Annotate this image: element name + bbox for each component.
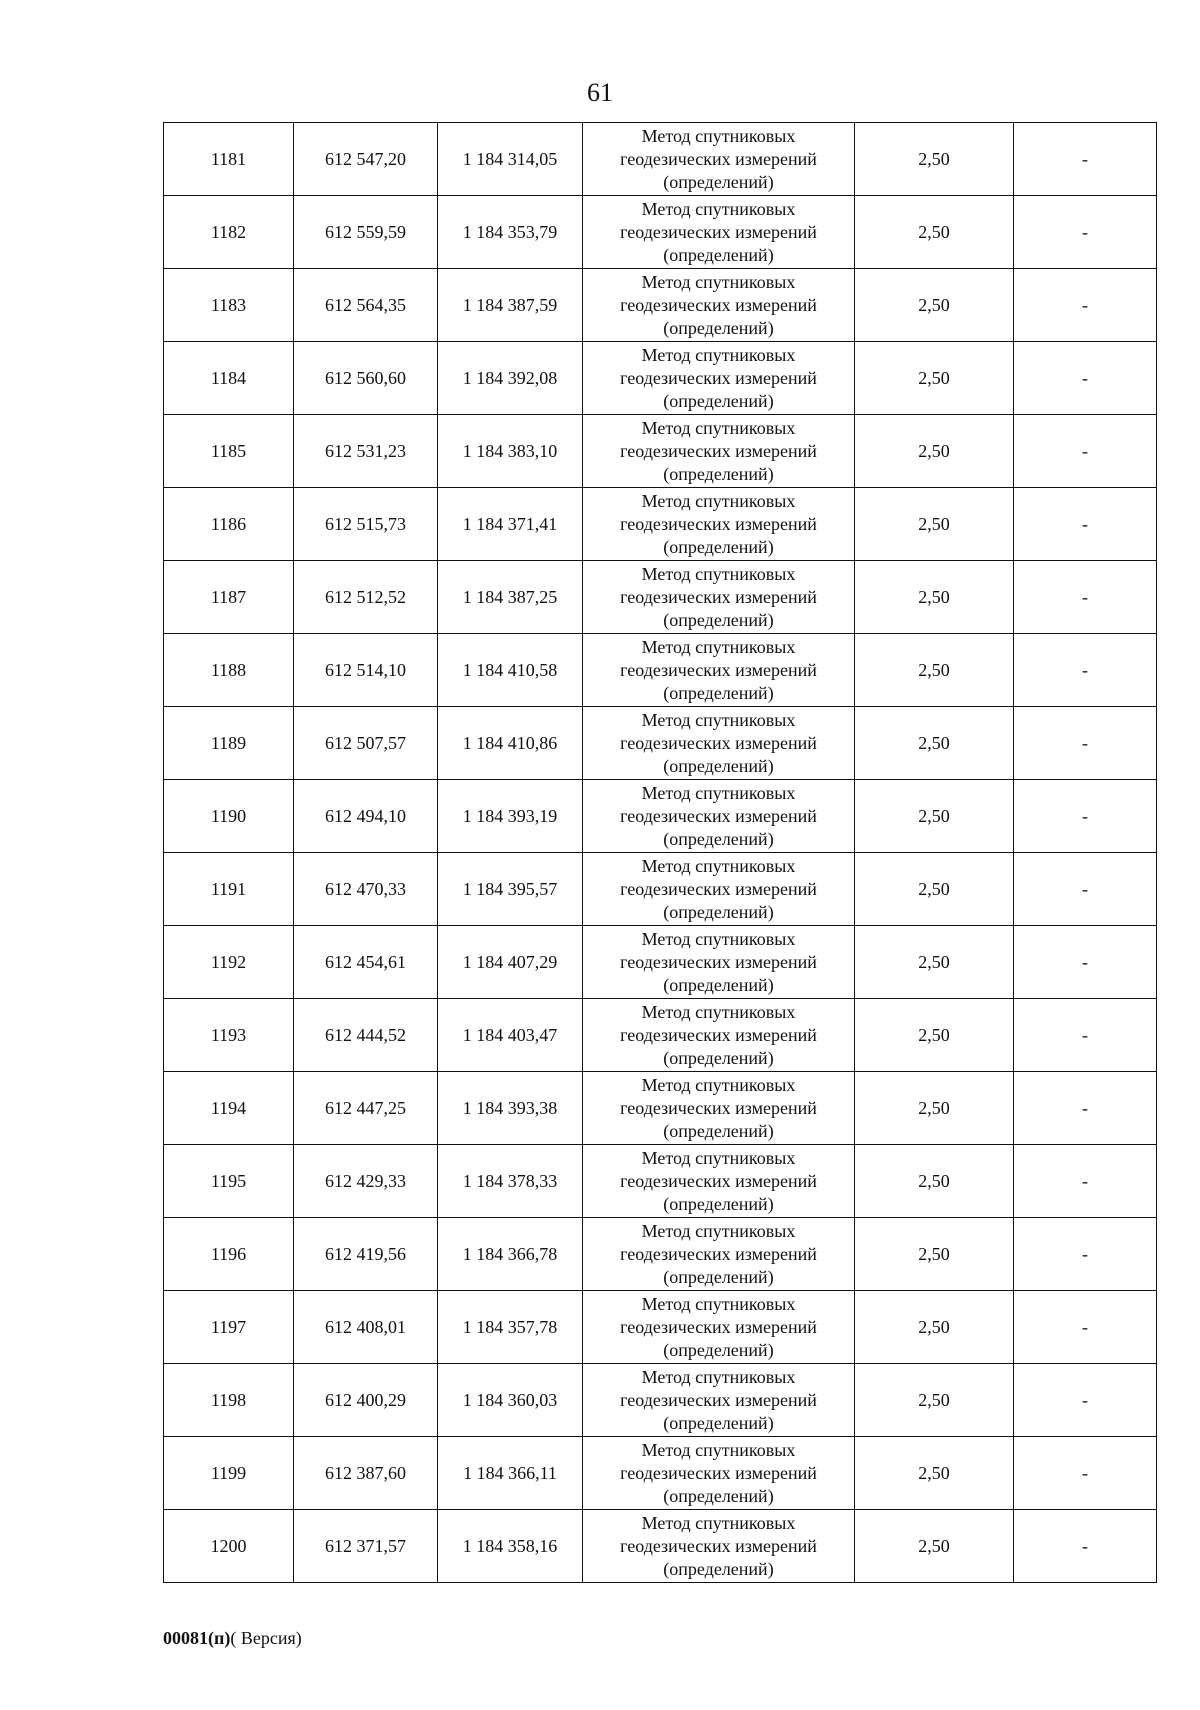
table-row xyxy=(164,561,1157,634)
note-cell: - xyxy=(1014,1072,1157,1145)
point-id-cell: 1187 xyxy=(164,561,294,634)
note-cell: - xyxy=(1014,1437,1157,1510)
y-coordinate-cell: 1 184 357,78 xyxy=(438,1291,583,1364)
method-cell xyxy=(583,999,855,1072)
accuracy-cell: 2,50 xyxy=(855,926,1014,999)
table-row xyxy=(164,488,1157,561)
accuracy-cell: 2,50 xyxy=(855,1364,1014,1437)
method-cell xyxy=(583,926,855,999)
method-cell xyxy=(583,853,855,926)
y-coordinate-cell: 1 184 358,16 xyxy=(438,1510,583,1583)
point-id-cell: 1194 xyxy=(164,1072,294,1145)
note-cell: - xyxy=(1014,1291,1157,1364)
method-line: геодезических измерений xyxy=(620,1462,817,1483)
y-coordinate-cell: 1 184 366,11 xyxy=(438,1437,583,1510)
method-line: Метод спутниковых xyxy=(641,417,796,438)
note-cell: - xyxy=(1014,780,1157,853)
method-cell xyxy=(583,1437,855,1510)
method-line: геодезических измерений xyxy=(620,1024,817,1045)
x-coordinate-cell: 612 400,29 xyxy=(294,1364,438,1437)
method-cell xyxy=(583,561,855,634)
point-id-cell: 1193 xyxy=(164,999,294,1072)
method-line: геодезических измерений xyxy=(620,148,817,169)
method-line: геодезических измерений xyxy=(620,732,817,753)
x-coordinate-cell: 612 387,60 xyxy=(294,1437,438,1510)
table-row xyxy=(164,269,1157,342)
method-line: Метод спутниковых xyxy=(641,1074,796,1095)
method-line: геодезических измерений xyxy=(620,1170,817,1191)
method-cell xyxy=(583,707,855,780)
method-line: Метод спутниковых xyxy=(641,490,796,511)
x-coordinate-cell: 612 564,35 xyxy=(294,269,438,342)
table-row xyxy=(164,926,1157,999)
method-line: (определений) xyxy=(663,536,774,557)
note-cell: - xyxy=(1014,415,1157,488)
table-row xyxy=(164,1072,1157,1145)
method-cell xyxy=(583,123,855,196)
method-line: Метод спутниковых xyxy=(641,636,796,657)
method-line: геодезических измерений xyxy=(620,221,817,242)
y-coordinate-cell: 1 184 360,03 xyxy=(438,1364,583,1437)
method-line: Метод спутниковых xyxy=(641,855,796,876)
method-line: геодезических измерений xyxy=(620,659,817,680)
point-id-cell: 1186 xyxy=(164,488,294,561)
note-cell: - xyxy=(1014,1145,1157,1218)
method-cell xyxy=(583,342,855,415)
note-cell: - xyxy=(1014,488,1157,561)
note-cell: - xyxy=(1014,123,1157,196)
table-row xyxy=(164,1291,1157,1364)
x-coordinate-cell: 612 447,25 xyxy=(294,1072,438,1145)
note-cell: - xyxy=(1014,707,1157,780)
y-coordinate-cell: 1 184 393,19 xyxy=(438,780,583,853)
y-coordinate-cell: 1 184 378,33 xyxy=(438,1145,583,1218)
method-line: (определений) xyxy=(663,1120,774,1141)
method-line: геодезических измерений xyxy=(620,440,817,461)
y-coordinate-cell: 1 184 387,25 xyxy=(438,561,583,634)
method-line: геодезических измерений xyxy=(620,367,817,388)
accuracy-cell: 2,50 xyxy=(855,707,1014,780)
method-line: геодезических измерений xyxy=(620,513,817,534)
accuracy-cell: 2,50 xyxy=(855,1145,1014,1218)
x-coordinate-cell: 612 408,01 xyxy=(294,1291,438,1364)
method-line: (определений) xyxy=(663,244,774,265)
point-id-cell: 1183 xyxy=(164,269,294,342)
x-coordinate-cell: 612 547,20 xyxy=(294,123,438,196)
accuracy-cell: 2,50 xyxy=(855,999,1014,1072)
coordinates-table xyxy=(163,122,1157,1583)
method-line: геодезических измерений xyxy=(620,1097,817,1118)
y-coordinate-cell: 1 184 314,05 xyxy=(438,123,583,196)
x-coordinate-cell: 612 559,59 xyxy=(294,196,438,269)
method-line: Метод спутниковых xyxy=(641,125,796,146)
method-line: (определений) xyxy=(663,1339,774,1360)
table-row xyxy=(164,999,1157,1072)
point-id-cell: 1199 xyxy=(164,1437,294,1510)
form-code-version: ( Версия) xyxy=(230,1628,302,1648)
point-id-cell: 1181 xyxy=(164,123,294,196)
y-coordinate-cell: 1 184 407,29 xyxy=(438,926,583,999)
method-line: геодезических измерений xyxy=(620,1389,817,1410)
method-line: Метод спутниковых xyxy=(641,928,796,949)
note-cell: - xyxy=(1014,853,1157,926)
method-line: (определений) xyxy=(663,974,774,995)
method-line: Метод спутниковых xyxy=(641,782,796,803)
point-id-cell: 1191 xyxy=(164,853,294,926)
y-coordinate-cell: 1 184 393,38 xyxy=(438,1072,583,1145)
method-line: Метод спутниковых xyxy=(641,1147,796,1168)
note-cell: - xyxy=(1014,1364,1157,1437)
accuracy-cell: 2,50 xyxy=(855,1437,1014,1510)
accuracy-cell: 2,50 xyxy=(855,1072,1014,1145)
table-row xyxy=(164,1145,1157,1218)
point-id-cell: 1184 xyxy=(164,342,294,415)
x-coordinate-cell: 612 429,33 xyxy=(294,1145,438,1218)
method-line: (определений) xyxy=(663,828,774,849)
method-line: геодезических измерений xyxy=(620,586,817,607)
note-cell: - xyxy=(1014,196,1157,269)
method-line: Метод спутниковых xyxy=(641,271,796,292)
x-coordinate-cell: 612 531,23 xyxy=(294,415,438,488)
table-row xyxy=(164,1437,1157,1510)
x-coordinate-cell: 612 444,52 xyxy=(294,999,438,1072)
point-id-cell: 1189 xyxy=(164,707,294,780)
y-coordinate-cell: 1 184 387,59 xyxy=(438,269,583,342)
method-line: Метод спутниковых xyxy=(641,198,796,219)
accuracy-cell: 2,50 xyxy=(855,415,1014,488)
method-cell xyxy=(583,1291,855,1364)
method-line: геодезических измерений xyxy=(620,294,817,315)
accuracy-cell: 2,50 xyxy=(855,634,1014,707)
method-line: геодезических измерений xyxy=(620,805,817,826)
point-id-cell: 1185 xyxy=(164,415,294,488)
method-line: (определений) xyxy=(663,755,774,776)
method-line: Метод спутниковых xyxy=(641,1001,796,1022)
accuracy-cell: 2,50 xyxy=(855,1510,1014,1583)
method-line: Метод спутниковых xyxy=(641,563,796,584)
table-row xyxy=(164,1218,1157,1291)
y-coordinate-cell: 1 184 395,57 xyxy=(438,853,583,926)
method-cell xyxy=(583,780,855,853)
point-id-cell: 1200 xyxy=(164,1510,294,1583)
note-cell: - xyxy=(1014,1218,1157,1291)
method-line: Метод спутниковых xyxy=(641,1220,796,1241)
method-line: (определений) xyxy=(663,317,774,338)
method-line: (определений) xyxy=(663,682,774,703)
point-id-cell: 1195 xyxy=(164,1145,294,1218)
point-id-cell: 1198 xyxy=(164,1364,294,1437)
x-coordinate-cell: 612 512,52 xyxy=(294,561,438,634)
y-coordinate-cell: 1 184 383,10 xyxy=(438,415,583,488)
method-cell xyxy=(583,1218,855,1291)
point-id-cell: 1188 xyxy=(164,634,294,707)
table-row xyxy=(164,123,1157,196)
method-line: (определений) xyxy=(663,1558,774,1579)
x-coordinate-cell: 612 419,56 xyxy=(294,1218,438,1291)
note-cell: - xyxy=(1014,561,1157,634)
accuracy-cell: 2,50 xyxy=(855,1291,1014,1364)
method-line: геодезических измерений xyxy=(620,1316,817,1337)
method-line: (определений) xyxy=(663,1412,774,1433)
method-line: Метод спутниковых xyxy=(641,1439,796,1460)
point-id-cell: 1190 xyxy=(164,780,294,853)
form-code-number: 00081(п) xyxy=(163,1628,231,1648)
table-row xyxy=(164,1510,1157,1583)
method-line: геодезических измерений xyxy=(620,951,817,972)
y-coordinate-cell: 1 184 410,86 xyxy=(438,707,583,780)
point-id-cell: 1197 xyxy=(164,1291,294,1364)
table-row xyxy=(164,196,1157,269)
method-cell xyxy=(583,634,855,707)
method-line: Метод спутниковых xyxy=(641,1366,796,1387)
note-cell: - xyxy=(1014,1510,1157,1583)
y-coordinate-cell: 1 184 410,58 xyxy=(438,634,583,707)
method-cell xyxy=(583,1145,855,1218)
method-line: геодезических измерений xyxy=(620,1535,817,1556)
accuracy-cell: 2,50 xyxy=(855,123,1014,196)
x-coordinate-cell: 612 494,10 xyxy=(294,780,438,853)
note-cell: - xyxy=(1014,926,1157,999)
accuracy-cell: 2,50 xyxy=(855,342,1014,415)
method-line: (определений) xyxy=(663,609,774,630)
accuracy-cell: 2,50 xyxy=(855,1218,1014,1291)
method-line: (определений) xyxy=(663,463,774,484)
x-coordinate-cell: 612 470,33 xyxy=(294,853,438,926)
note-cell: - xyxy=(1014,634,1157,707)
accuracy-cell: 2,50 xyxy=(855,780,1014,853)
method-line: Метод спутниковых xyxy=(641,1293,796,1314)
method-line: (определений) xyxy=(663,1047,774,1068)
method-line: Метод спутниковых xyxy=(641,344,796,365)
accuracy-cell: 2,50 xyxy=(855,269,1014,342)
y-coordinate-cell: 1 184 353,79 xyxy=(438,196,583,269)
table-row xyxy=(164,780,1157,853)
table-row xyxy=(164,1364,1157,1437)
table-row xyxy=(164,707,1157,780)
table-row xyxy=(164,853,1157,926)
method-line: геодезических измерений xyxy=(620,1243,817,1264)
point-id-cell: 1182 xyxy=(164,196,294,269)
note-cell: - xyxy=(1014,999,1157,1072)
method-cell xyxy=(583,269,855,342)
method-cell xyxy=(583,1364,855,1437)
method-line: (определений) xyxy=(663,390,774,411)
accuracy-cell: 2,50 xyxy=(855,561,1014,634)
x-coordinate-cell: 612 454,61 xyxy=(294,926,438,999)
method-cell xyxy=(583,1510,855,1583)
accuracy-cell: 2,50 xyxy=(855,488,1014,561)
form-code xyxy=(163,1627,302,1649)
y-coordinate-cell: 1 184 392,08 xyxy=(438,342,583,415)
x-coordinate-cell: 612 515,73 xyxy=(294,488,438,561)
method-line: геодезических измерений xyxy=(620,878,817,899)
method-cell xyxy=(583,1072,855,1145)
coordinates-table-body xyxy=(164,123,1157,1583)
page-number: 61 xyxy=(587,78,613,107)
note-cell: - xyxy=(1014,269,1157,342)
y-coordinate-cell: 1 184 371,41 xyxy=(438,488,583,561)
method-cell xyxy=(583,196,855,269)
table-row xyxy=(164,634,1157,707)
point-id-cell: 1192 xyxy=(164,926,294,999)
accuracy-cell: 2,50 xyxy=(855,853,1014,926)
x-coordinate-cell: 612 514,10 xyxy=(294,634,438,707)
method-line: (определений) xyxy=(663,1266,774,1287)
method-cell xyxy=(583,488,855,561)
method-line: (определений) xyxy=(663,901,774,922)
accuracy-cell: 2,50 xyxy=(855,196,1014,269)
x-coordinate-cell: 612 560,60 xyxy=(294,342,438,415)
y-coordinate-cell: 1 184 403,47 xyxy=(438,999,583,1072)
y-coordinate-cell: 1 184 366,78 xyxy=(438,1218,583,1291)
x-coordinate-cell: 612 371,57 xyxy=(294,1510,438,1583)
note-cell: - xyxy=(1014,342,1157,415)
method-line: (определений) xyxy=(663,1193,774,1214)
method-line: (определений) xyxy=(663,171,774,192)
table-row xyxy=(164,415,1157,488)
point-id-cell: 1196 xyxy=(164,1218,294,1291)
method-line: Метод спутниковых xyxy=(641,1512,796,1533)
method-line: Метод спутниковых xyxy=(641,709,796,730)
method-line: (определений) xyxy=(663,1485,774,1506)
method-cell xyxy=(583,415,855,488)
table-row xyxy=(164,342,1157,415)
x-coordinate-cell: 612 507,57 xyxy=(294,707,438,780)
